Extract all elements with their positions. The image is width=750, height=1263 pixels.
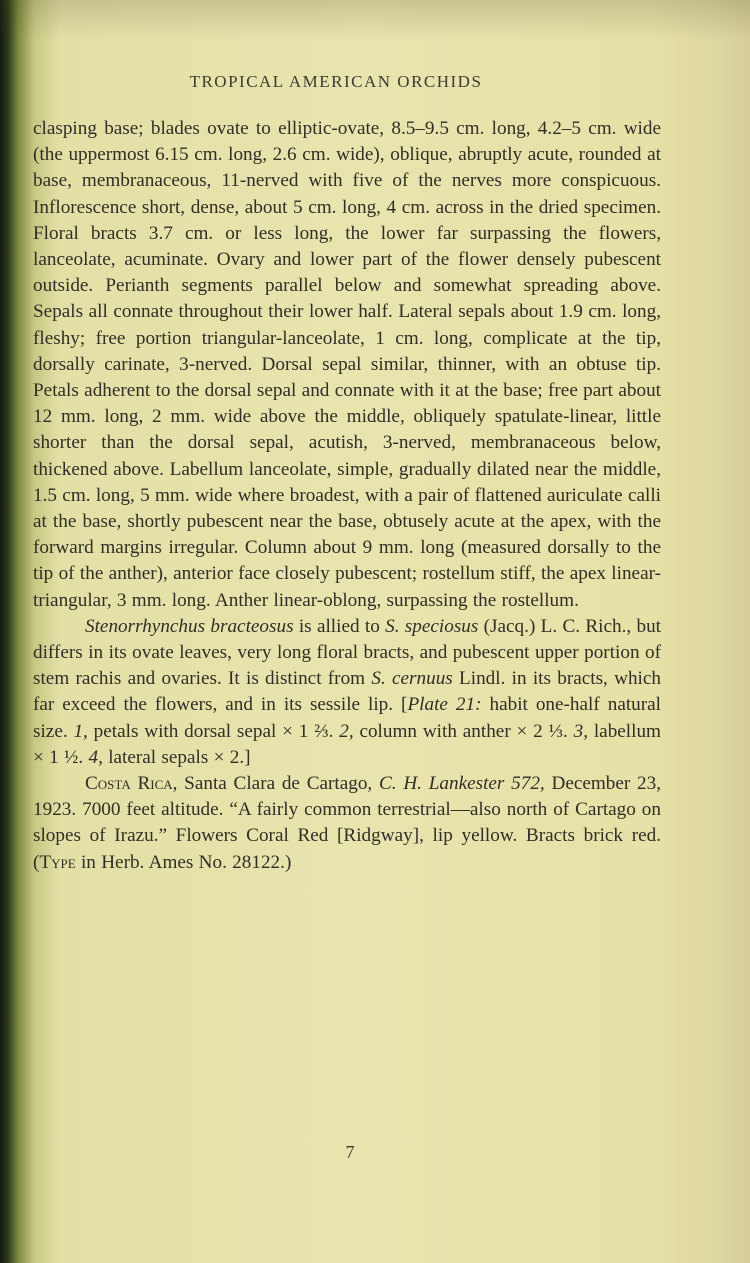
page-number: 7 bbox=[345, 1142, 355, 1162]
figure-1-number: 1, bbox=[73, 720, 88, 742]
discussion-paragraph bbox=[33, 614, 661, 771]
body-text bbox=[33, 116, 661, 876]
discussion-text-5: petals with dorsal sepal × 1 ⅔. bbox=[87, 720, 340, 742]
specimen-text-3: in Herb. Ames No. 28122.) bbox=[75, 851, 292, 873]
discussion-text-6: column with anther × 2 ⅓. bbox=[353, 720, 574, 742]
specimen-paragraph bbox=[33, 771, 661, 876]
discussion-text-3: Lindl. in its bracts, which far exceed the flowers, and in its sessile lip. [ bbox=[33, 668, 661, 716]
discussion-text-1: is allied to bbox=[293, 615, 386, 637]
specimen-country: Costa Rica bbox=[85, 773, 173, 795]
discussion-text-4: habit one-half natural size. bbox=[33, 694, 662, 742]
figure-2-number: 2, bbox=[339, 720, 354, 742]
specimen-collector: C. H. Lankester 572, bbox=[378, 773, 545, 795]
discussion-text-8: lateral sepals × 2.] bbox=[102, 746, 251, 768]
discussion-text-2: (Jacq.) L. C. Rich., but differs in its ovate leaves, very long floral bracts, and pubescent upper portion of stem rachis and ovaries. It is distinct from bbox=[33, 615, 662, 690]
distinct-species: S. cernuus bbox=[371, 668, 453, 690]
description-paragraph: clasping base; blades ovate to elliptic-ovate, 8.5–9.5 cm. long, 4.2–5 cm. wide (the uppermost 6.15 cm. long, 2.6 cm. wide), oblique, abruptly acute, rounded at base, membranaceous, 11-nerved with five of the nerves more conspicuous. Inflorescence short, dense, about 5 cm. long, 4 cm. across in the dried specimen. Floral bracts 3.7 cm. or less long, the lower far surpassing the flowers, lanceolate, acuminate. Ovary and lower part of the flower densely pubescent outside. Perianth segments parallel below and somewhat spreading above. Sepals all connate throughout their lower half. Lateral sepals about 1.9 cm. long, fleshy; free portion triangular-lanceolate, 1 cm. long, complicate at the tip, dorsally carinate, 3-nerved. Dorsal sepal similar, thinner, with an obtuse tip. Petals adherent to the dorsal sepal and connate with it at the base; free part about 12 mm. long, 2 mm. wide above the middle, obliquely spatulate-linear, little shorter than the dorsal sepal, acutish, 3-nerved, membranaceous below, thickened above. Labellum lanceolate, simple, gradually dilated near the middle, 1.5 cm. long, 5 mm. wide where broadest, with a pair of flattened auriculate calli at the base, shortly pubescent near the base, obtusely acute at the apex, with the forward margins irregular. Column about 9 mm. long (measured dorsally to the tip of the anther), anterior face closely pubescent; rostellum stiff, the apex linear-triangular, 3 mm. long. Anther linear-oblong, surpassing the rostellum. bbox=[33, 118, 661, 611]
specimen-text-1: , Santa Clara de Cartago, bbox=[172, 773, 379, 795]
species-name: Stenorrhynchus bracteosus bbox=[85, 615, 294, 637]
figure-4-number: 4, bbox=[88, 746, 103, 768]
plate-reference: Plate 21: bbox=[407, 694, 482, 716]
discussion-text-7: labellum × 1 ½. bbox=[33, 720, 661, 768]
page-top-shadow bbox=[0, 0, 750, 40]
running-head: TROPICAL AMERICAN ORCHIDS bbox=[189, 72, 483, 91]
allied-species: S. speciosus bbox=[385, 615, 479, 637]
specimen-text-2: December 23, 1923. 7000 feet altitude. “A fairly common terrestrial—also north of Cartago on slopes of Irazu.” Flowers Coral Red [Ridgway], lip yellow. Bracts brick red. ( bbox=[33, 773, 662, 873]
figure-3-number: 3, bbox=[573, 720, 589, 742]
type-label: Type bbox=[39, 851, 76, 873]
